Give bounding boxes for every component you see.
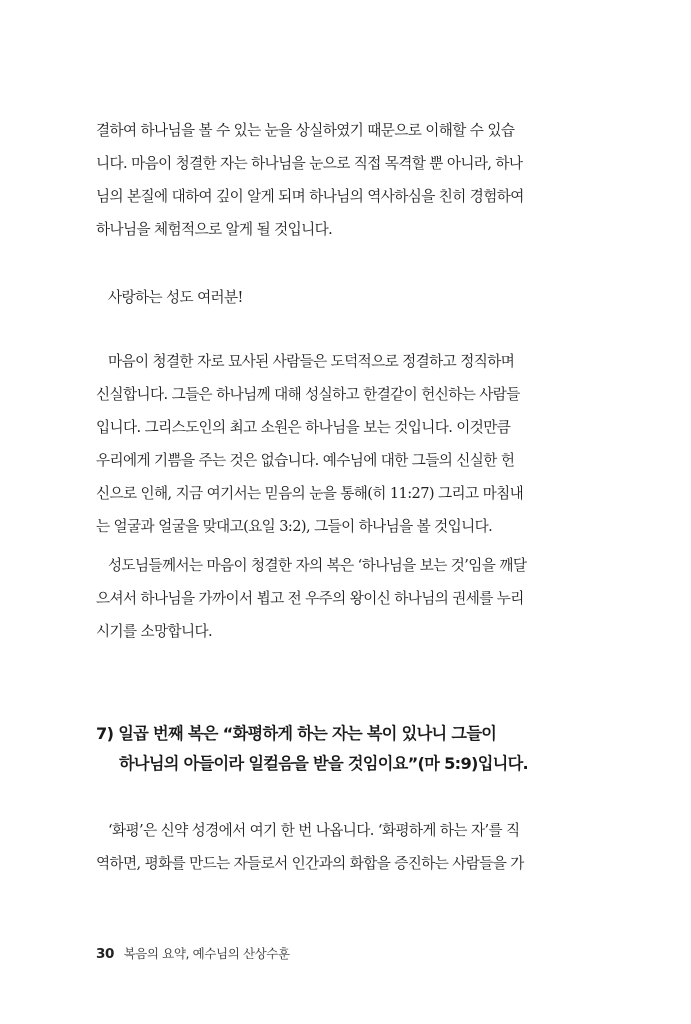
page-number: 30 <box>96 946 114 962</box>
text-line: 는 얼굴과 얼굴을 맞대고(요일 3:2), 그들이 하나님을 볼 것입니다. <box>96 518 493 535</box>
page-footer <box>96 944 290 962</box>
text-line: 우리에게 기쁨을 주는 것은 없습니다. 예수님에 대한 그들의 신실한 헌 <box>96 452 515 469</box>
text-line: ‘화평’은 신약 성경에서 여기 한 번 나옵니다. ‘화평하게 하는 자’를 직 <box>108 822 520 839</box>
paragraph-4 <box>96 549 596 648</box>
paragraph-5 <box>96 814 596 880</box>
text-line: 마음이 청결한 자로 묘사된 사람들은 도덕적으로 정결하고 정직하며 <box>108 353 515 370</box>
text-line: 니다. 마음이 청결한 자는 하나님을 눈으로 직접 목격할 뿐 아니라, 하나 <box>96 155 523 172</box>
paragraph-2 <box>96 281 596 314</box>
text-line: 역하면, 평화를 만드는 자들로서 인간과의 화합을 증진하는 사람들을 가 <box>96 855 524 872</box>
text-line: 하나님을 체험적으로 알게 될 것입니다. <box>96 221 333 238</box>
text-line: 성도님들께서는 마음이 청결한 자의 복은 ‘하나님을 보는 것’임을 깨달 <box>108 557 527 574</box>
text-line: 신으로 인해, 지금 여기서는 믿음의 눈을 통해(히 11:27) 그리고 마침내 <box>96 485 524 502</box>
text-line: 입니다. 그리스도인의 최고 소원은 하나님을 보는 것입니다. 이것만큼 <box>96 419 511 436</box>
section-heading-line-1: 7) 일곱 번째 복은 “화평하게 하는 자는 복이 있나니 그들이 <box>96 724 497 743</box>
text-line: 신실합니다. 그들은 하나님께 대해 성실하고 한결같이 헌신하는 사람들 <box>96 386 520 403</box>
text-line: 으셔서 하나님을 가까이서 뵙고 전 우주의 왕이신 하나님의 권세를 누리 <box>96 590 524 607</box>
text-line: 님의 본질에 대하여 깊이 알게 되며 하나님의 역사하심을 친히 경험하여 <box>96 188 524 205</box>
section-heading <box>96 719 606 779</box>
text-line: 결하여 하나님을 볼 수 있는 눈을 상실하였기 때문으로 이해할 수 있습 <box>96 122 515 139</box>
paragraph-1 <box>96 114 596 246</box>
book-title: 복음의 요약, 예수님의 산상수훈 <box>123 946 290 961</box>
text-line: 시기를 소망합니다. <box>96 623 213 640</box>
paragraph-3 <box>96 345 596 543</box>
text-line: 사랑하는 성도 여러분! <box>108 289 243 306</box>
section-heading-line-2: 하나님의 아들이라 일컬음을 받을 것임이요”(마 5:9)입니다. <box>119 754 528 773</box>
